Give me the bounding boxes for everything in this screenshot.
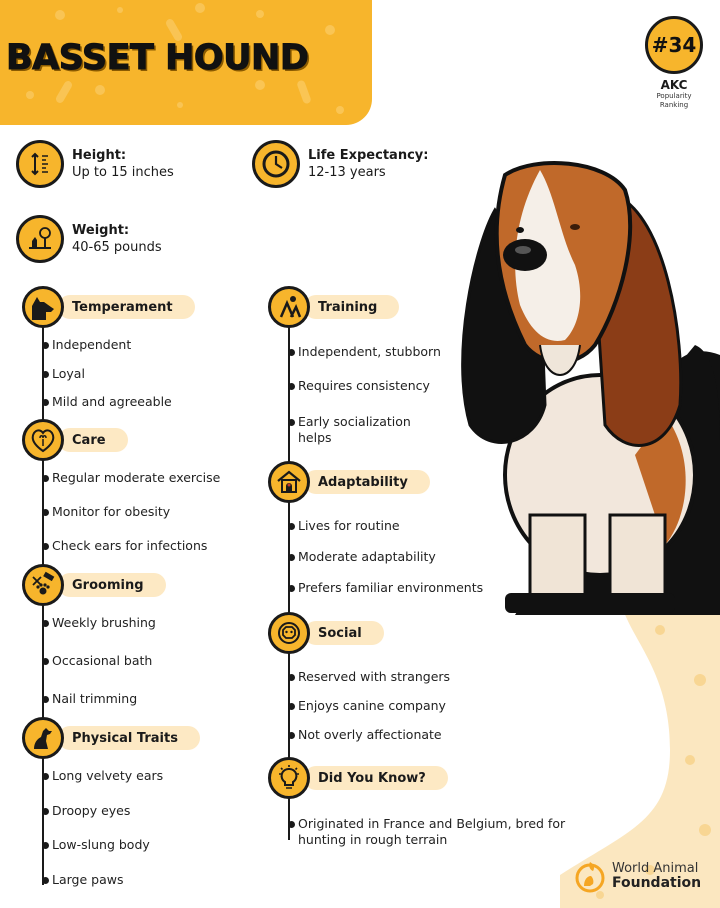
ranking-caption-2: Ranking (659, 101, 689, 109)
stat-height (16, 140, 174, 188)
stat-value: 12-13 years (308, 165, 386, 180)
section-physical-traits (22, 717, 200, 759)
heart-care-icon (22, 419, 64, 461)
list-item: Monitor for obesity (52, 504, 171, 519)
list-item: Low-slung body (52, 837, 150, 852)
grooming-tools-icon (22, 564, 64, 606)
list-item: Prefers familiar environments (298, 580, 484, 595)
list-item: Originated in France and Belgium, bred for hunting in rough terrain (298, 816, 598, 848)
section-grooming (22, 564, 166, 606)
section-temperament (22, 286, 195, 328)
stat-value: 40-65 pounds (72, 240, 162, 255)
world-animal-foundation-logo (574, 858, 701, 894)
stat-label: Height: (72, 148, 127, 163)
section-adaptability (268, 461, 430, 503)
stat-label: Weight: (72, 223, 130, 238)
list-item: Independent, stubborn (298, 344, 441, 359)
list-item: Requires consistency (298, 378, 430, 393)
popularity-ranking-badge (645, 16, 703, 110)
logo-line-1: World Animal (612, 861, 699, 876)
section-title: Temperament (58, 295, 195, 319)
stat-weight (16, 215, 162, 263)
section-social (268, 612, 384, 654)
section-training (268, 286, 399, 328)
list-item: Reserved with strangers (298, 669, 451, 684)
section-title: Training (304, 295, 399, 319)
section-did-you-know (268, 757, 448, 799)
sitting-dog-icon (22, 717, 64, 759)
title-banner (0, 0, 372, 125)
section-title: Care (58, 428, 128, 452)
lightbulb-icon (268, 757, 310, 799)
agility-training-icon (268, 286, 310, 328)
section-title: Grooming (58, 573, 166, 597)
list-item: Nail trimming (52, 691, 138, 706)
stat-label: Life Expectancy: (308, 148, 429, 163)
foundation-logo-icon (574, 858, 606, 894)
stat-life-expectancy (252, 140, 428, 188)
list-item: Not overly affectionate (298, 727, 442, 742)
section-title: Did You Know? (304, 766, 448, 790)
stat-value: Up to 15 inches (72, 165, 174, 180)
list-item: Lives for routine (298, 518, 400, 533)
ranking-value: #34 (645, 16, 703, 74)
page-title: BASSET HOUND (6, 38, 309, 78)
list-item: Long velvety ears (52, 768, 164, 783)
list-item: Regular moderate exercise (52, 470, 221, 485)
ranking-organization: AKC (660, 78, 688, 92)
list-item: Enjoys canine company (298, 698, 446, 713)
clock-icon (252, 140, 300, 188)
list-item: Occasional bath (52, 653, 153, 668)
list-item: Check ears for infections (52, 538, 208, 553)
height-ruler-icon (16, 140, 64, 188)
section-title: Social (304, 621, 384, 645)
section-care (22, 419, 128, 461)
weight-scale-icon (16, 215, 64, 263)
list-item: Loyal (52, 366, 85, 381)
logo-line-2: Foundation (612, 875, 702, 891)
list-item: Early socialization helps (298, 414, 428, 446)
list-item: Weekly brushing (52, 615, 156, 630)
section-title: Adaptability (304, 470, 430, 494)
section-title: Physical Traits (58, 726, 200, 750)
ranking-caption-1: Popularity (656, 92, 692, 100)
social-dog-icon (268, 612, 310, 654)
list-item: Moderate adaptability (298, 549, 436, 564)
list-item: Independent (52, 337, 132, 352)
basset-hound-illustration (445, 155, 720, 615)
list-item: Droopy eyes (52, 803, 131, 818)
list-item: Large paws (52, 872, 124, 887)
dog-house-icon (268, 461, 310, 503)
dog-head-icon (22, 286, 64, 328)
list-item: Mild and agreeable (52, 394, 172, 409)
